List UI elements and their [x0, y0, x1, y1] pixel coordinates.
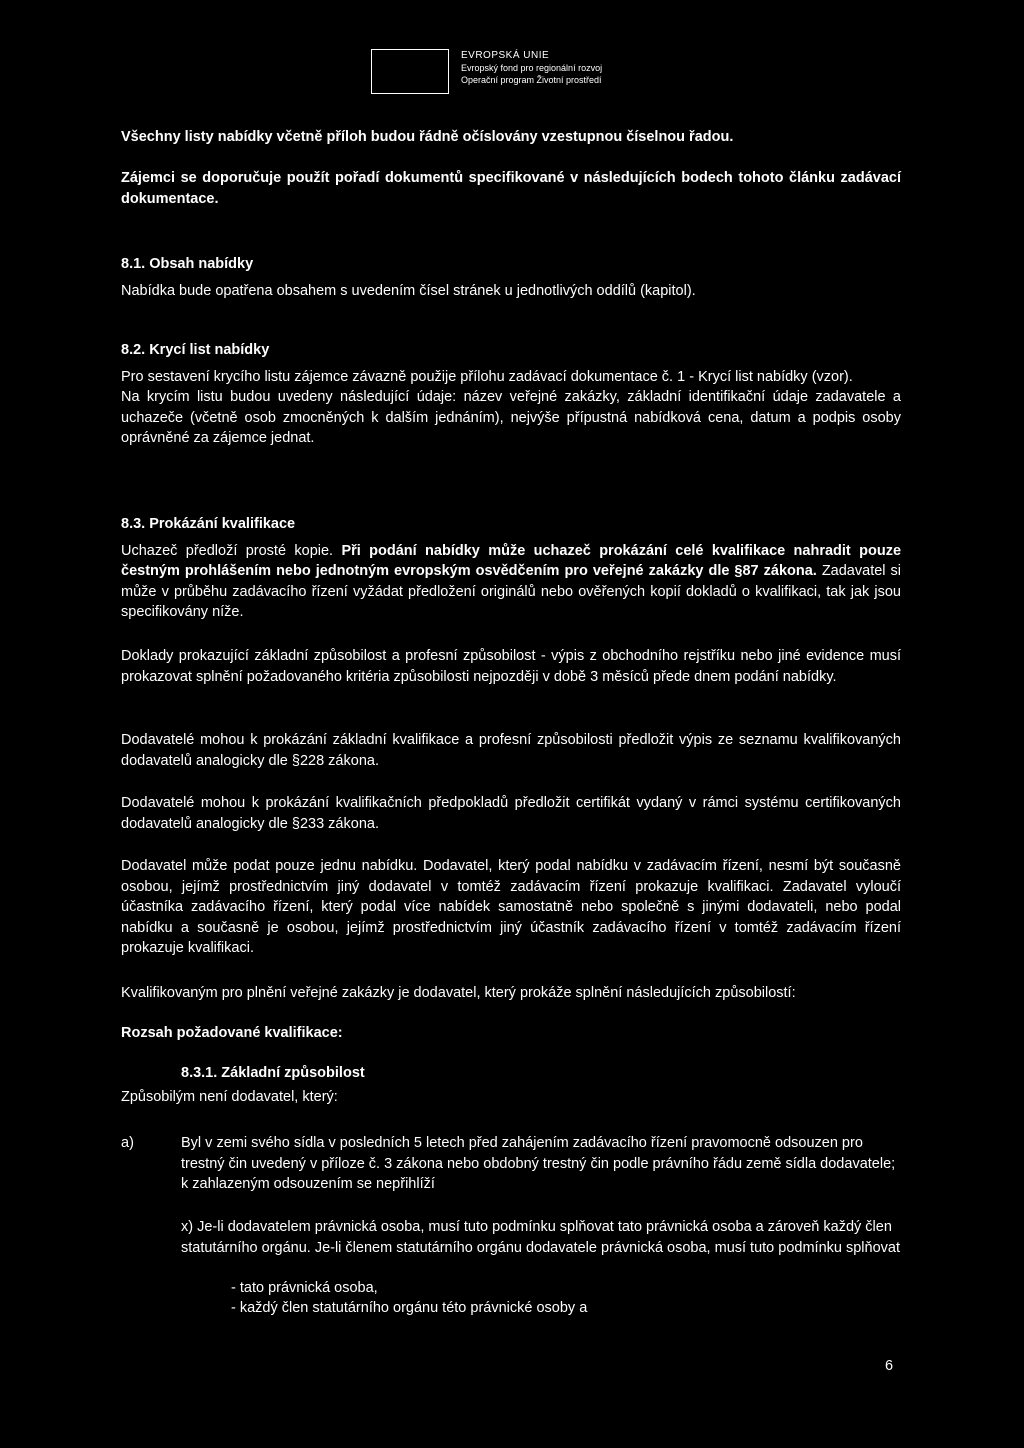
eu-logo-frame	[371, 49, 449, 94]
logo-line-3: Operační program Životní prostředí	[461, 75, 602, 85]
section-8-3-1-heading	[181, 1063, 901, 1084]
section-8-2-heading: 8.2. Krycí list nabídky	[121, 342, 270, 358]
section-8-1-heading: 8.1. Obsah nabídky	[121, 256, 254, 272]
item-a-text: Byl v zemi svého sídla v posledních 5 letech před zahájením zadávacího řízení pravomocně odsouzen pro trestný čin uvedený v příloze č. 3 zákona nebo obdobný trestný čin podle právního řádu země sídla dodavatele; k zahlazeným odsouzením se nepřihlíží	[181, 1135, 896, 1192]
section-8-2-text-1: Pro sestavení krycího listu zájemce závazně použije přílohu zadávací dokumentace č. 1 - Krycí list nabídky (vzor).	[121, 368, 853, 385]
intro-paragraph-2	[121, 168, 901, 209]
p1-start: Uchazeč předloží prosté kopie.	[121, 542, 342, 559]
section-8-1-text: Nabídka bude opatřena obsahem s uvedením čísel stránek u jednotlivých oddílů (kapitol).	[121, 282, 696, 299]
section-8-3-paragraph-2	[121, 646, 901, 687]
p5-text: Dodavatel může podat pouze jednu nabídku. Dodavatel, který podal nabídku v zadávacím řízení, nesmí být současně osobou, jejímž prostřednictvím jiný dodavatel v tomtéž zadávacím řízení prokazuje kvalifikaci. Zadavatel vyloučí účastníka zadávacího řízení, který podal více nabídek samostatně nebo společně s jinými dodavateli, nebo podal nabídku a současně je osobou, jejímž prostřednictvím jiný účastník zadávacího řízení v tomtéž zadávacím řízení prokazuje kvalifikaci.	[121, 858, 901, 956]
p2-text: Doklady prokazující základní způsobilost a profesní způsobilost - výpis z obchodního rejstříku nebo jiné evidence musí prokazovat splnění požadovaného kritéria způsobilosti nejpozději v době 3 měsíců přede dnem podání nabídky.	[121, 648, 901, 685]
section-8-3-paragraph-1	[121, 541, 901, 623]
p3-text: Dodavatelé mohou k prokázání základní kvalifikace a profesní způsobilosti předložit výpis ze seznamu kvalifikovaných dodavatelů analogicky dle §228 zákona.	[121, 732, 901, 769]
section-8-3-paragraph-6	[121, 983, 901, 1004]
scope-heading-text: Rozsah požadované kvalifikace:	[121, 1025, 343, 1041]
item-a-label: a)	[121, 1135, 134, 1151]
p1-end: Zadavatel si může v průběhu zadávacího řízení vyžádat předložení originálů nebo ověřených kopií dokladů o kvalifikaci, tak jak jsou specifikovány níže.	[121, 563, 901, 620]
section-8-3-1-heading-text: 8.3.1. Základní způsobilost	[181, 1065, 365, 1081]
section-8-3-1-intro	[121, 1087, 901, 1108]
section-8-3	[121, 514, 901, 623]
section-8-3-1-intro-text: Způsobilým není dodavatel, který:	[121, 1089, 338, 1105]
bullet-item-1: - tato právnická osoba,	[231, 1280, 378, 1296]
eu-logo-text	[461, 50, 602, 86]
section-8-3-paragraph-3	[121, 730, 901, 771]
item-x-text: x) Je-li dodavatelem právnická osoba, musí tuto podmínku splňovat tato právnická osoba a zároveň každý člen statutárního orgánu. Je-li členem statutárního orgánu dodavatele právnická osoba, musí tuto podmínku splňovat	[181, 1219, 900, 1256]
section-8-2-text-2: Na krycím listu budou uvedeny následující údaje: název veřejné zakázky, základní identifikační údaje zadavatele a uchazeče (včetně osob zmocněných k dalším jednáním), nejvýše přípustná nabídková cena, datum a podpis osoby oprávněné za zájemce jednat.	[121, 389, 901, 446]
intro-paragraph-1	[121, 127, 901, 148]
intro-text-2: Zájemci se doporučuje použít pořadí dokumentů specifikované v následujících bodech tohoto článku zadávací dokumentace.	[121, 170, 901, 207]
p4-text: Dodavatelé mohou k prokázání kvalifikačních předpokladů předložit certifikát vydaný v rámci systému certifikovaných dodavatelů analogicky dle §233 zákona.	[121, 795, 901, 832]
section-8-3-paragraph-5	[121, 856, 901, 959]
logo-line-1: EVROPSKÁ UNIE	[461, 50, 550, 61]
section-8-1	[121, 254, 901, 301]
page-number: 6	[885, 1358, 894, 1374]
logo-line-2: Evropský fond pro regionální rozvoj	[461, 63, 603, 73]
section-8-2	[121, 340, 901, 449]
section-8-3-heading: 8.3. Prokázání kvalifikace	[121, 516, 296, 532]
p1-bold: Při podání nabídky může uchazeč prokázání celé kvalifikace nahradit pouze čestným prohlášením nebo jednotným evropským osvědčením pro veřejné zakázky dle §87 zákona.	[121, 542, 902, 579]
p6-text: Kvalifikovaným pro plnění veřejné zakázky je dodavatel, který prokáže splnění následujících způsobilostí:	[121, 985, 796, 1001]
bullet-item-2: - každý člen statutárního orgánu této právnické osoby a	[231, 1300, 588, 1316]
section-8-3-paragraph-4	[121, 793, 901, 834]
scope-heading	[121, 1023, 901, 1044]
intro-text-1: Všechny listy nabídky včetně příloh budou řádně očíslovány vzestupnou číselnou řadou.	[121, 129, 734, 145]
